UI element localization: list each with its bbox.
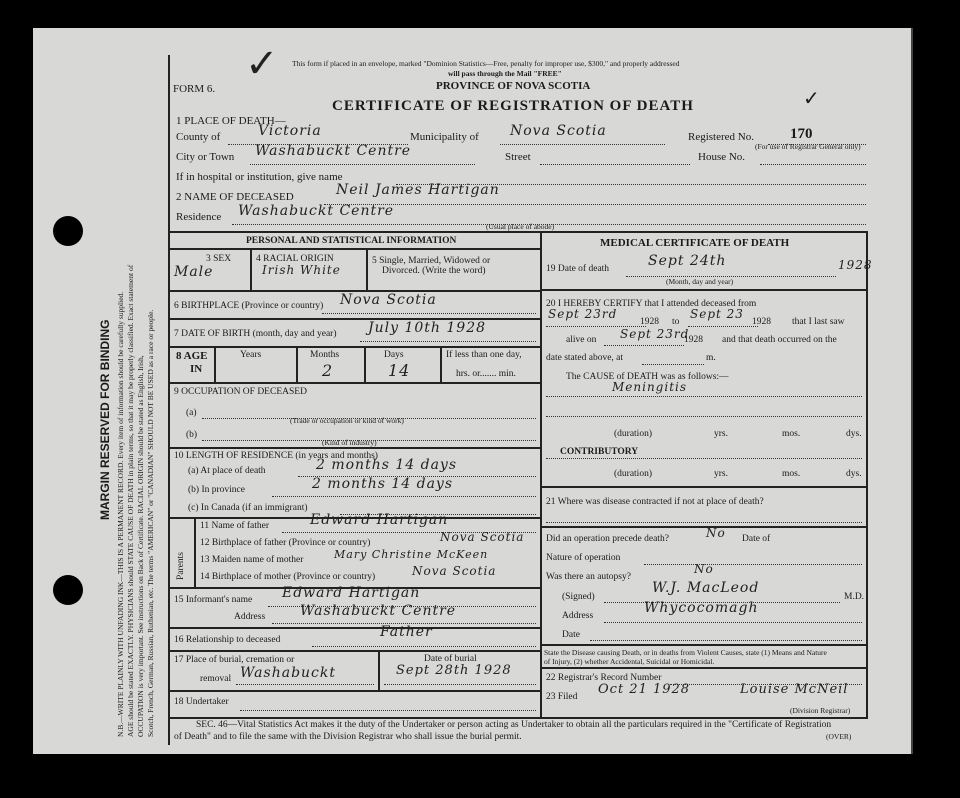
dob-value: July 10th 1928	[368, 320, 487, 336]
mos-label-2: mos.	[782, 469, 801, 479]
informant-label: 15 Informant's name	[174, 595, 253, 605]
date-of-label: Date of	[742, 534, 771, 544]
occupation-label: 9 OCCUPATION OF DECEASED	[174, 387, 307, 397]
date-death-note: (Month, day and year)	[666, 277, 734, 286]
mother-value: Mary Christine McKeen	[334, 548, 489, 561]
from-value: Sept 23rd	[548, 307, 618, 321]
personal-heading: PERSONAL AND STATISTICAL INFORMATION	[246, 236, 457, 246]
registered-value: 170	[790, 126, 813, 142]
in-province-value: 2 months 14 days	[312, 476, 454, 492]
to-value: Sept 23	[690, 307, 744, 321]
county-label: County of	[176, 131, 221, 143]
envelope-note-1: This form if placed in an envelope, marked "Dominion Statistics—Free, penalty for improper use, $300," and properly addressed	[292, 59, 680, 68]
sec46-line-2: of Death" and to file the same with the Division Registrar who shall issue the burial permit.	[174, 732, 522, 742]
alive-on-label: alive on	[566, 335, 597, 345]
filed-value: Oct 21 1928	[598, 682, 691, 697]
residence-value: Washabuckt Centre	[238, 203, 395, 219]
signed-label: (Signed)	[562, 592, 595, 602]
residence-note: (Usual place of abode)	[486, 222, 555, 231]
age-label-2: IN	[190, 363, 203, 375]
dys-label-1: dys.	[846, 429, 862, 439]
sex-label: 3 SEX	[206, 254, 232, 264]
deceased-name-value: Neil James Hartigan	[336, 182, 500, 198]
sec46-line-1: SEC. 46—Vital Statistics Act makes it the duty of the Undertaker or person acting as Undertaker to obtain all the particulars required in the "Certificate of Registration	[196, 720, 832, 730]
relationship-value: Father	[380, 624, 433, 640]
months-label: Months	[310, 350, 340, 360]
informant-address-label: Address	[234, 612, 266, 622]
municipality-label: Municipality of	[410, 131, 479, 143]
years-label: Years	[240, 350, 262, 360]
grid-top	[168, 231, 868, 233]
residence-label: Residence	[176, 211, 222, 223]
to-label: to	[672, 317, 680, 327]
alive-value: Sept 23rd	[620, 327, 690, 341]
mother-bp-value: Nova Scotia	[412, 564, 497, 578]
in-province-label: (b) In province	[188, 485, 245, 495]
margin-binding-label: MARGIN RESERVED FOR BINDING	[98, 319, 112, 520]
registered-label: Registered No.	[688, 131, 754, 143]
left-rule	[168, 55, 170, 745]
punch-hole-bottom	[53, 575, 83, 605]
mos-label-1: mos.	[782, 429, 801, 439]
date-death-year: 1928	[838, 258, 873, 272]
days-label: Days	[384, 350, 404, 360]
punch-hole-top	[53, 216, 83, 246]
undertaker-label: 18 Undertaker	[174, 697, 229, 707]
registrar-signature: Louise McNeil	[740, 682, 849, 697]
medical-address-value: Whycocomagh	[644, 600, 759, 616]
county-value: Victoria	[258, 123, 322, 139]
mother-bp-label: 14 Birthplace of mother (Province or country)	[200, 572, 376, 582]
residence-length-label: 10 LENGTH OF RESIDENCE (in years and months)	[174, 451, 378, 461]
md-label: M.D.	[844, 592, 865, 602]
yrs-label-2: yrs.	[714, 469, 728, 479]
margin-instructions-3: OCCUPATION is very important. See instructions on Back of Certificate. RACIAL ORIGIN should be stated as English, Irish,	[136, 355, 145, 737]
mother-label: 13 Maiden name of mother	[200, 555, 304, 565]
contributory-label: CONTRIBUTORY	[560, 447, 639, 457]
over-label: (OVER)	[826, 732, 852, 741]
violent-note-2: of Injury, (2) whether Accidental, Suicidal or Homicidal.	[544, 657, 715, 666]
duration-label-2: (duration)	[614, 469, 652, 479]
in-canada-label: (c) In Canada (if an immigrant)	[188, 503, 308, 513]
street-label: Street	[505, 151, 531, 163]
occupation-b: (b)	[186, 430, 198, 440]
autopsy-value: No	[694, 562, 714, 576]
occurred-on-label: and that death occurred on the	[722, 335, 837, 345]
operation-label: Did an operation precede death?	[546, 534, 669, 544]
date-death-label: 19 Date of death	[546, 264, 610, 274]
yrs-label-1: yrs.	[714, 429, 728, 439]
informant-address-value: Washabuckt Centre	[300, 603, 457, 619]
medical-date-label: Date	[562, 630, 580, 640]
last-saw-label: that I last saw	[792, 317, 845, 327]
margin-instructions-1: N.B.—WRITE PLAINLY WITH UNFADING INK—THIS IS A PERMANENT RECORD. Every item of information should be carefully supplied.	[116, 291, 125, 737]
from-year: 1928	[640, 317, 659, 327]
marital-label-2: Divorced. (Write the word)	[382, 266, 486, 276]
burial-value: Washabuckt	[240, 665, 336, 681]
father-value: Edward Hartigan	[310, 512, 449, 528]
sex-value: Male	[174, 264, 214, 280]
birthplace-value: Nova Scotia	[340, 292, 437, 308]
filed-label: 23 Filed	[546, 692, 578, 702]
racial-value: Irish White	[262, 263, 341, 277]
dys-label-2: dys.	[846, 469, 862, 479]
margin-instructions-2: AGE should be stated EXACTLY. PHYSICIANS should STATE CAUSE OF DEATH in plain terms, so that it may be properly classified. Exact statement of	[126, 264, 135, 737]
deceased-name-label: 2 NAME OF DECEASED	[176, 191, 294, 203]
form-number: FORM 6.	[173, 83, 216, 95]
marital-label-1: 5 Single, Married, Widowed or	[372, 256, 491, 266]
at-place-label: (a) At place of death	[188, 466, 266, 476]
medical-heading: MEDICAL CERTIFICATE OF DEATH	[600, 237, 790, 249]
division-registrar-label: (Division Registrar)	[790, 706, 851, 715]
occupation-a: (a)	[186, 408, 197, 418]
contracted-label: 21 Where was disease contracted if not at place of death?	[546, 497, 764, 507]
burial-label-1: 17 Place of burial, cremation or	[174, 655, 295, 665]
place-heading: 1 PLACE OF DEATH—	[176, 115, 286, 127]
date-burial-label: Date of burial	[424, 654, 477, 664]
father-bp-label: 12 Birthplace of father (Province or country)	[200, 538, 371, 548]
registrar-record-label: 22 Registrar's Record Number	[546, 673, 662, 683]
to-year: 1928	[752, 317, 771, 327]
occupation-note-b: (Kind of industry)	[322, 438, 377, 447]
days-value: 14	[388, 361, 411, 380]
relationship-label: 16 Relationship to deceased	[174, 635, 281, 645]
date-burial-value: Sept 28th 1928	[396, 663, 512, 678]
cause-value: Meningitis	[612, 380, 688, 394]
occupation-note-a: (Trade or occupation or kind of work)	[290, 416, 404, 425]
m-label: m.	[706, 353, 716, 363]
municipality-value: Nova Scotia	[510, 123, 607, 139]
tick-mark-icon: ✓	[803, 88, 820, 110]
margin-instructions-4: Scotch, French, German, Russian, Ruthenian, etc. The terms "AMERICAN" or "CANADIAN" SHOULD NOT BE USED as a race or people.	[146, 309, 155, 737]
racial-label: 4 RACIAL ORIGIN	[256, 254, 334, 264]
months-value: 2	[322, 361, 334, 380]
alive-year: 1928	[684, 335, 703, 345]
hrs-min-label: hrs. or....... min.	[456, 369, 516, 379]
violent-note-1: State the Disease causing Death, or in deaths from Violent Causes, state (1) Means and Nature	[544, 648, 827, 657]
check-mark-icon: ✓	[245, 41, 279, 86]
parents-label: Parents	[176, 552, 186, 580]
city-label: City or Town	[176, 151, 235, 163]
father-label: 11 Name of father	[200, 521, 270, 531]
page-title: CERTIFICATE OF REGISTRATION OF DEATH	[332, 98, 694, 114]
nature-label: Nature of operation	[546, 553, 621, 563]
dob-label: 7 DATE OF BIRTH (month, day and year)	[174, 329, 337, 339]
registrar-note: (For use of Registrar General only)	[755, 142, 861, 151]
date-stated-label: date stated above, at	[546, 353, 624, 363]
less-day-label: If less than one day,	[446, 350, 522, 360]
certify-label: 20 I HEREBY CERTIFY that I attended deceased from	[546, 299, 757, 309]
date-death-value: Sept 24th	[648, 253, 727, 269]
operation-value: No	[706, 526, 726, 540]
medical-address-label: Address	[562, 611, 594, 621]
autopsy-label: Was there an autopsy?	[546, 572, 631, 582]
age-label-1: 8 AGE	[176, 350, 208, 362]
burial-label-2: removal	[200, 674, 232, 684]
father-bp-value: Nova Scotia	[440, 530, 525, 544]
signed-value: W.J. MacLeod	[652, 580, 760, 596]
informant-value: Edward Hartigan	[282, 585, 421, 601]
hospital-label: If in hospital or institution, give name	[176, 171, 343, 183]
province-label: PROVINCE OF NOVA SCOTIA	[436, 80, 591, 92]
duration-label-1: (duration)	[614, 429, 652, 439]
house-label: House No.	[698, 151, 746, 163]
cause-label: The CAUSE of DEATH was as follows:—	[566, 372, 729, 382]
birthplace-label: 6 BIRTHPLACE (Province or country)	[174, 301, 324, 311]
city-value: Washabuckt Centre	[255, 143, 412, 159]
envelope-note-2: will pass through the Mail "FREE"	[448, 69, 562, 78]
at-place-value: 2 months 14 days	[316, 457, 458, 473]
